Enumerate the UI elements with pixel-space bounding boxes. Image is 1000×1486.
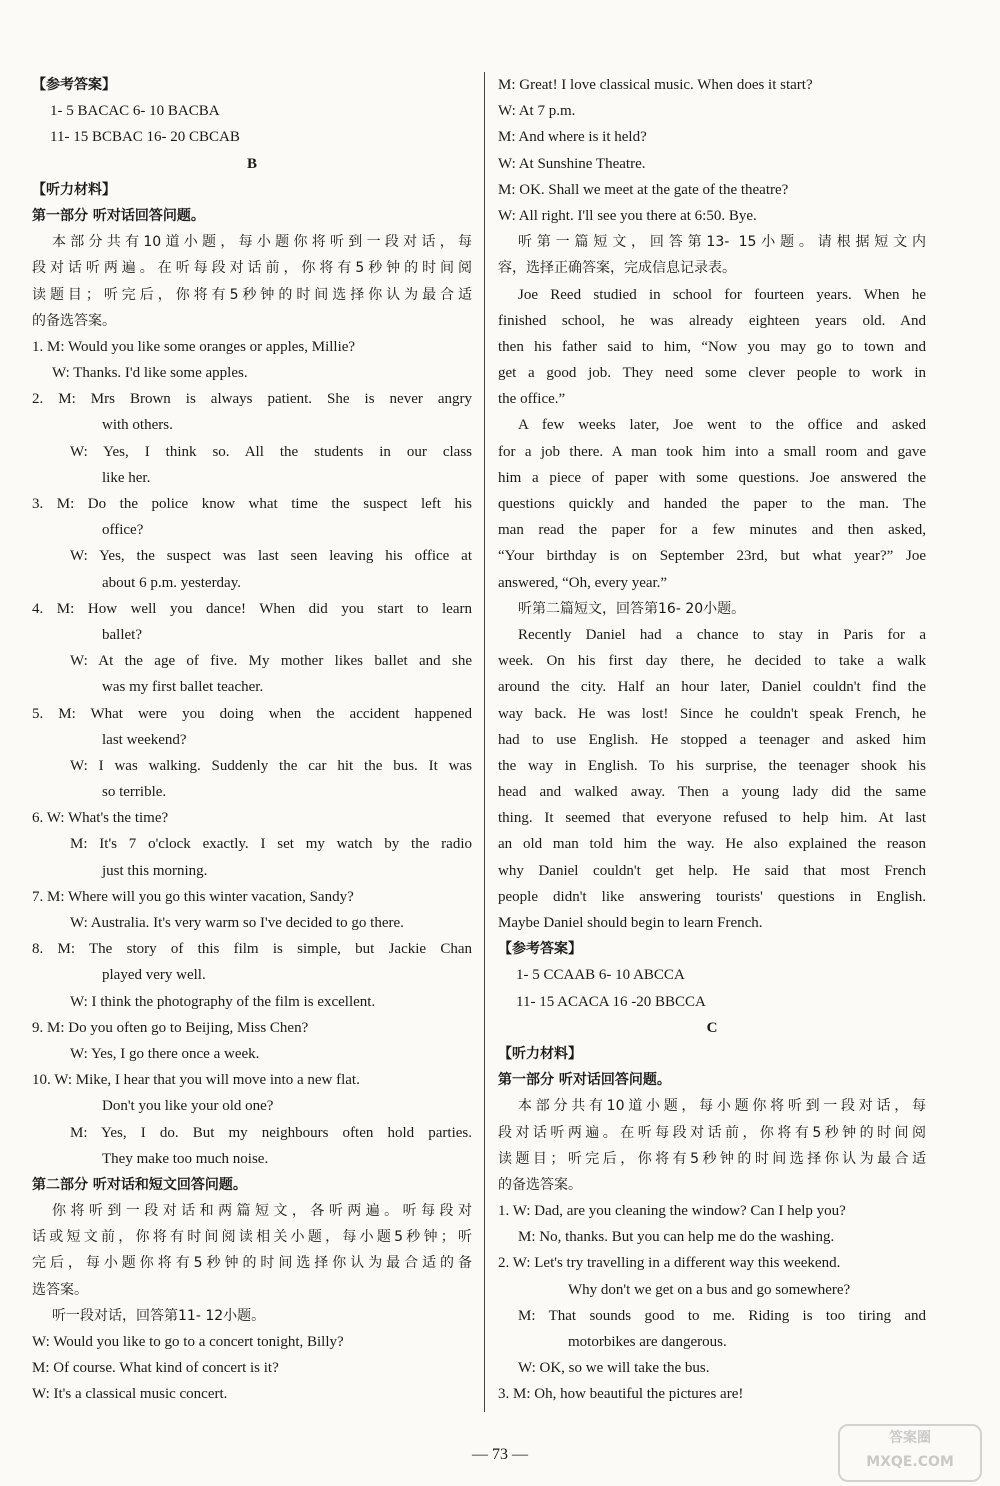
left-column — [32, 72, 472, 1408]
text-line: M: Yes, I do. But my neighbours often hold parties. — [70, 1124, 472, 1141]
text-line: people didn't like answering tourists' questions in English. — [498, 888, 926, 905]
text-line: was my first ballet teacher. — [102, 679, 264, 696]
text-line: W: Would you like to go to a concert tonight, Billy? — [32, 1334, 344, 1350]
text-line: 读题目；听完后，你将有5秒钟的时间选择你认为最合适 — [32, 286, 472, 303]
text-line: 你将听到一段对话和两篇短文，各听两遍。听每段对 — [52, 1203, 472, 1220]
text-line: Why don't we get on a bus and go somewhere? — [568, 1281, 851, 1298]
text-line: M: And where is it held? — [498, 129, 647, 146]
text-line: M: That sounds good to me. Riding is too tiring and — [518, 1307, 926, 1324]
text-line: 【听力材料】 — [32, 181, 116, 198]
text-line: 本部分共有10道小题，每小题你将听到一段对话，每 — [518, 1098, 926, 1115]
text-line: thing. It seemed that everyone refused to help him. At last — [498, 810, 926, 827]
text-line: A few weeks later, Joe went to the office and asked — [518, 417, 926, 434]
text-line: B — [246, 155, 257, 172]
text-line: M: No, thanks. But you can help me do the washing. — [518, 1229, 835, 1246]
text-line: way back. He was lost! Since he couldn't speak French, he — [498, 705, 926, 722]
text-line: W: Yes, the suspect was last seen leaving his office at — [70, 548, 472, 565]
text-line: 4. M: How well you dance! When did you start to learn — [32, 600, 472, 617]
text-line: W: Australia. It's very warm so I've decided to go there. — [70, 915, 404, 931]
text-line: about 6 p.m. yesterday. — [102, 574, 241, 591]
text-line: 3. M: Do the police know what time the suspect left his — [32, 496, 472, 512]
text-line: why Daniel couldn't get help. He said that most French — [498, 862, 926, 879]
text-line: 3. M: Oh, how beautiful the pictures are! — [498, 1386, 744, 1403]
text-line: 1. M: Would you like some oranges or apples, Millie? — [32, 338, 356, 355]
text-line: M: It's 7 o'clock exactly. I set my watch by the radio — [70, 836, 472, 853]
text-line: 听第一篇短文，回答第13- 15小题。请根据短文内 — [518, 234, 926, 251]
text-line: like her. — [102, 469, 151, 486]
text-line: 5. M: What were you doing when the accident happened — [32, 705, 472, 722]
text-line: W: OK, so we will take the bus. — [518, 1360, 710, 1377]
text-line: Recently Daniel had a chance to stay in Paris for a — [518, 626, 926, 643]
text-line: 第一部分 听对话回答问题。 — [498, 1072, 671, 1089]
text-line: the office.” — [498, 391, 566, 408]
text-line: C — [706, 1019, 718, 1036]
text-line: for a job there. A man took him into a small room and gave — [498, 443, 926, 460]
text-line: 段对话听两遍。在听每段对话前，你将有5秒钟的时间阅 — [32, 260, 472, 277]
column-divider — [484, 72, 485, 1412]
text-line: W: Yes, I think so. All the students in our class — [70, 443, 472, 460]
text-line: 段对话听两遍。在听每段对话前，你将有5秒钟的时间阅 — [498, 1124, 926, 1141]
text-line: M: Of course. What kind of concert is it? — [32, 1360, 279, 1377]
text-line: W: It's a classical music concert. — [32, 1386, 228, 1403]
text-line: had to use English. He stopped a teenager and asked him — [498, 731, 926, 748]
watermark-line2: MXQE.COM — [866, 1454, 954, 1470]
text-line: so terrible. — [102, 784, 167, 801]
text-line: just this morning. — [102, 862, 208, 879]
text-line: 读题目；听完后，你将有5秒钟的时间选择你认为最合适 — [498, 1150, 926, 1167]
text-line: 1. W: Dad, are you cleaning the window? Can I help you? — [498, 1203, 846, 1220]
text-line: 11- 15 BCBAC 16- 20 CBCAB — [50, 129, 240, 146]
watermark-line1: 答案圈 — [889, 1430, 931, 1446]
text-line: head and walked away. Then a young lady did the same — [498, 784, 926, 801]
text-line: 听第二篇短文，回答第16- 20小题。 — [518, 600, 746, 617]
text-line: W: I think the photography of the film is excellent. — [70, 993, 376, 1010]
text-line: him a piece of paper with some questions. Joe answered the — [498, 469, 926, 486]
text-line: W: At the age of five. My mother likes ballet and she — [70, 653, 472, 670]
text-line: an old man told him the way. He also explained the reason — [498, 836, 926, 853]
text-line: with others. — [102, 417, 173, 434]
text-line: office? — [102, 522, 144, 539]
text-line: get a good job. They need some clever people to work in — [498, 365, 926, 382]
text-line: 第二部分 听对话和短文回答问题。 — [32, 1176, 247, 1193]
text-line: 话或短文前，你将有时间阅读相关小题，每小题5秒钟；听 — [32, 1229, 472, 1246]
text-line: 7. M: Where will you go this winter vacation, Sandy? — [32, 888, 354, 905]
text-line: 第一部分 听对话回答问题。 — [32, 207, 205, 224]
text-line: ballet? — [102, 626, 142, 643]
text-line: 11- 15 ACACA 16 -20 BBCCA — [516, 993, 706, 1010]
text-line: 2. W: Let's try travelling in a different way this weekend. — [498, 1255, 841, 1272]
text-line: 的备选答案。 — [498, 1176, 582, 1193]
text-line: answered, “Oh, every year.” — [498, 574, 668, 591]
text-line: 【听力材料】 — [498, 1045, 582, 1062]
text-line: W: I was walking. Suddenly the car hit the bus. It was — [70, 757, 472, 774]
text-line: M: Great! I love classical music. When does it start? — [498, 77, 813, 93]
text-line: finished school, he was already eighteen years old. And — [498, 312, 926, 329]
text-line: W: Yes, I go there once a week. — [70, 1045, 260, 1062]
text-line: the way in English. To his surprise, the teenager shook his — [498, 757, 926, 774]
text-line: Don't you like your old one? — [102, 1098, 274, 1115]
right-column — [498, 72, 926, 1408]
text-line: W: Thanks. I'd like some apples. — [52, 365, 248, 382]
text-line: W: All right. I'll see you there at 6:50. Bye. — [498, 207, 757, 224]
text-line: motorbikes are dangerous. — [568, 1334, 727, 1350]
text-line: 10. W: Mike, I hear that you will move into a new flat. — [32, 1072, 360, 1089]
text-line: 【参考答案】 — [498, 941, 582, 958]
text-line: 的备选答案。 — [32, 312, 116, 329]
text-line: questions quickly and handed the paper to the man. The — [498, 496, 926, 512]
text-line: 2. M: Mrs Brown is always patient. She is never angry — [32, 391, 472, 408]
text-line: played very well. — [102, 967, 206, 984]
text-line: around the city. Half an hour later, Daniel couldn't find the — [498, 679, 926, 696]
text-line: 本部分共有10道小题，每小题你将听到一段对话，每 — [52, 234, 472, 251]
text-line: “Your birthday is on September 23rd, but what year?” Joe — [498, 548, 926, 565]
text-line: Joe Reed studied in school for fourteen years. When he — [518, 286, 926, 303]
text-line: 1- 5 CCAAB 6- 10 ABCCA — [516, 967, 685, 984]
text-line: They make too much noise. — [102, 1150, 269, 1167]
text-line: 8. M: The story of this film is simple, but Jackie Chan — [32, 941, 472, 958]
text-line: 完后，每小题你将有5秒钟的时间选择你认为最合适的备 — [32, 1255, 472, 1272]
text-line: week. On his first day there, he decided to take a walk — [498, 653, 926, 670]
text-line: 【参考答案】 — [32, 77, 116, 93]
text-line: 选答案。 — [32, 1281, 88, 1298]
text-line: Maybe Daniel should begin to learn French. — [498, 915, 763, 931]
page-number: — 73 — — [472, 1446, 528, 1463]
text-line: 容，选择正确答案，完成信息记录表。 — [498, 260, 736, 277]
text-line: W: At 7 p.m. — [498, 103, 576, 120]
text-line: man read the paper for a few minutes and then asked, — [498, 522, 926, 539]
watermark-logo — [838, 1424, 982, 1482]
text-line: last weekend? — [102, 731, 187, 748]
text-line: W: At Sunshine Theatre. — [498, 155, 646, 172]
text-line: 1- 5 BACAC 6- 10 BACBA — [50, 103, 220, 120]
text-line: then his father said to him, “Now you may go to town and — [498, 338, 926, 355]
text-line: 9. M: Do you often go to Beijing, Miss Chen? — [32, 1019, 309, 1036]
text-line: 听一段对话，回答第11- 12小题。 — [52, 1307, 266, 1324]
text-line: 6. W: What's the time? — [32, 810, 169, 827]
text-line: M: OK. Shall we meet at the gate of the theatre? — [498, 181, 789, 198]
